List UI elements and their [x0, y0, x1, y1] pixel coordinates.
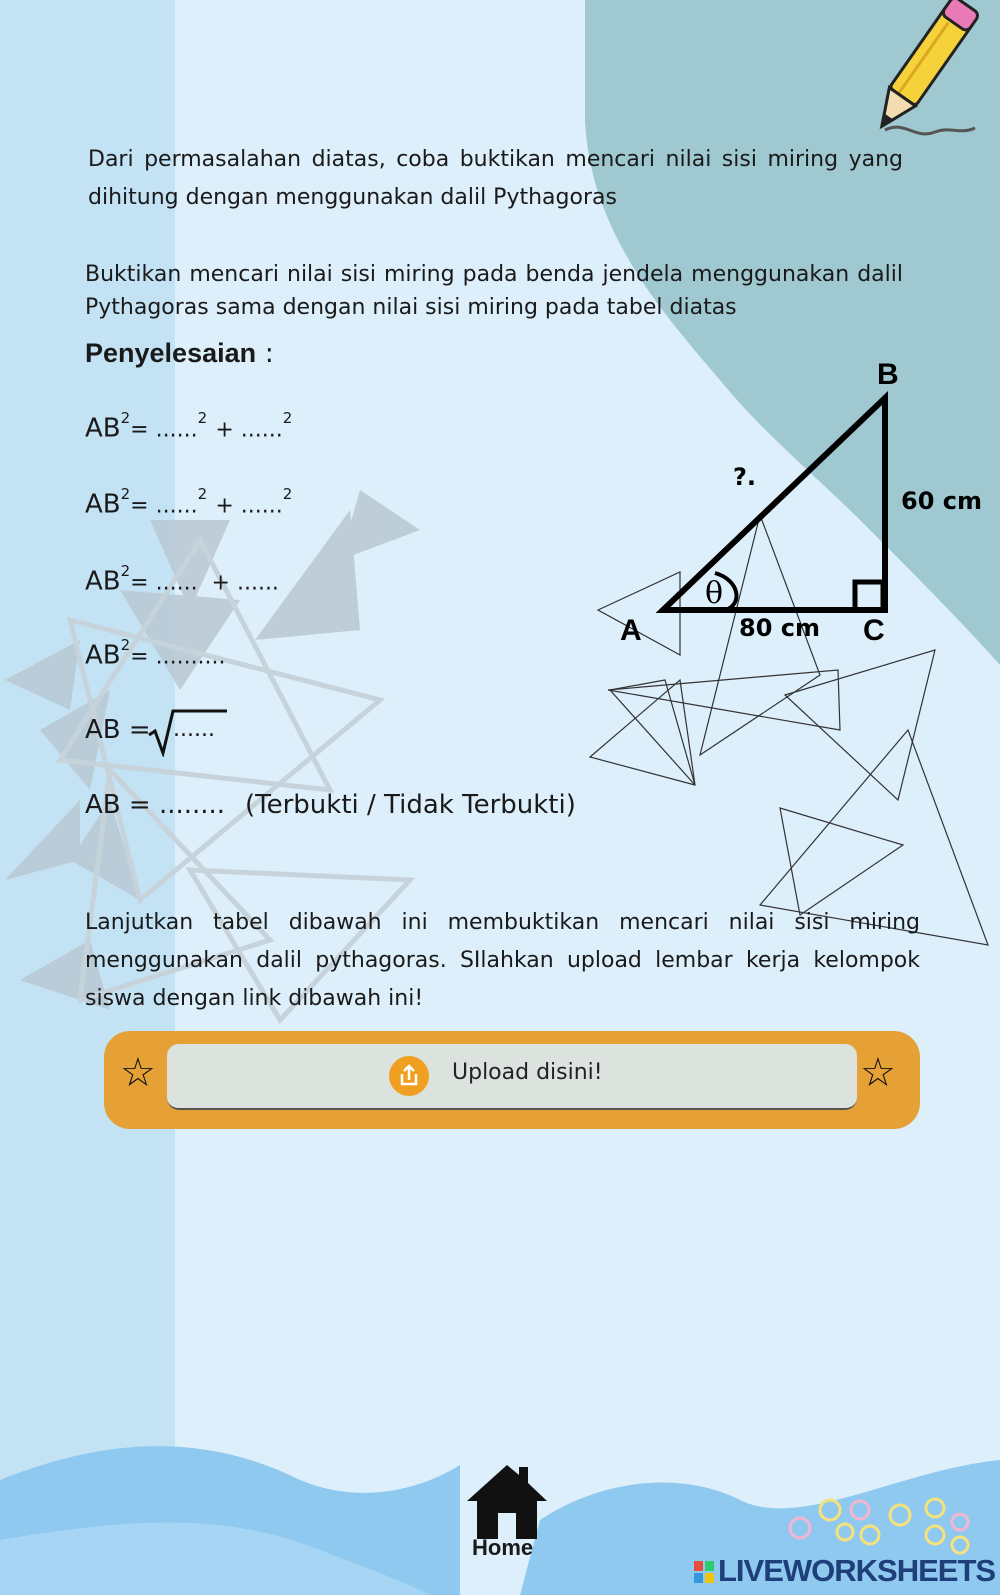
- intro-paragraph: Dari permasalahan diatas, coba buktikan mencari nilai sisi miring yang dihitung dengan menggunakan dalil Pythagoras: [88, 147, 903, 210]
- upload-button-label: Upload disini!: [452, 1060, 603, 1085]
- eq2-exponent: 2: [120, 485, 131, 503]
- eq1-blank-a[interactable]: = ......: [130, 417, 198, 443]
- equation-2: [85, 485, 293, 520]
- proof-choice[interactable]: (Terbukti / Tidak Terbukti): [245, 790, 576, 820]
- star-right-icon: ☆: [860, 1050, 896, 1096]
- eq2-blank-b[interactable]: + ......: [215, 493, 283, 519]
- angle-theta-label: θ: [705, 576, 724, 611]
- star-left-icon: ☆: [120, 1050, 156, 1096]
- liveworksheets-brand: LIVEWORKSHEETS: [718, 1553, 996, 1588]
- liveworksheets-logo-icon: [694, 1561, 714, 1581]
- eq1-exponent-b: 2: [282, 409, 293, 427]
- solution-heading-label: Penyelesaian: [85, 338, 257, 368]
- eq2-blank-a[interactable]: = ......: [130, 493, 198, 519]
- eq5-lhs: AB =: [85, 715, 151, 745]
- equation-1: [85, 409, 293, 444]
- equation-4: [85, 636, 226, 671]
- home-icon: [465, 1463, 549, 1541]
- eq4-exponent: 2: [120, 636, 131, 654]
- eq4-blank[interactable]: = ..........: [130, 644, 226, 670]
- upload-icon: [389, 1056, 429, 1096]
- eq4-lhs: AB: [85, 640, 121, 671]
- right-triangle-diagram: [615, 360, 985, 660]
- eq3-exponent: 2: [120, 562, 131, 580]
- eq2-exponent-a: 2: [197, 485, 208, 503]
- eq6-blank[interactable]: AB = ........: [85, 790, 226, 820]
- eq2-lhs: AB: [85, 489, 121, 520]
- upload-button[interactable]: [167, 1044, 857, 1110]
- eq2-exponent-b: 2: [282, 485, 293, 503]
- pencil-icon: [845, 0, 995, 145]
- eq5-blank[interactable]: ......: [173, 717, 215, 742]
- eq1-blank-b[interactable]: + ......: [215, 417, 283, 443]
- vertical-side-label: 60 cm: [901, 487, 982, 515]
- vertex-b-label: B: [877, 360, 899, 391]
- vertex-a-label: A: [620, 614, 642, 647]
- eq3-blanks[interactable]: = ...... + ......: [130, 570, 279, 596]
- horizontal-side-label: 80 cm: [739, 614, 820, 642]
- eq1-exponent: 2: [120, 409, 131, 427]
- equation-5: [85, 715, 215, 745]
- solution-heading-colon: :: [256, 338, 274, 369]
- task-paragraph: Buktikan mencari nilai sisi miring pada benda jendela menggunakan dalil Pythagoras sama dengan nilai sisi miring pada tabel diatas: [85, 262, 903, 320]
- solution-heading: [85, 338, 274, 369]
- home-label: Home: [472, 1535, 534, 1560]
- equation-6: [85, 790, 576, 820]
- upload-bar: [104, 1031, 920, 1129]
- eq1-exponent-a: 2: [197, 409, 208, 427]
- continue-paragraph: Lanjutkan tabel dibawah ini membuktikan mencari nilai sisi miring menggunakan dalil pythagoras. SIlahkan upload lembar kerja kelompok siswa dengan link dibawah ini!: [85, 910, 920, 1011]
- eq1-lhs: AB: [85, 413, 121, 444]
- eq3-lhs: AB: [85, 566, 121, 597]
- vertex-c-label: C: [863, 614, 885, 647]
- hypotenuse-label: ?.: [733, 463, 757, 491]
- equation-3: [85, 562, 279, 597]
